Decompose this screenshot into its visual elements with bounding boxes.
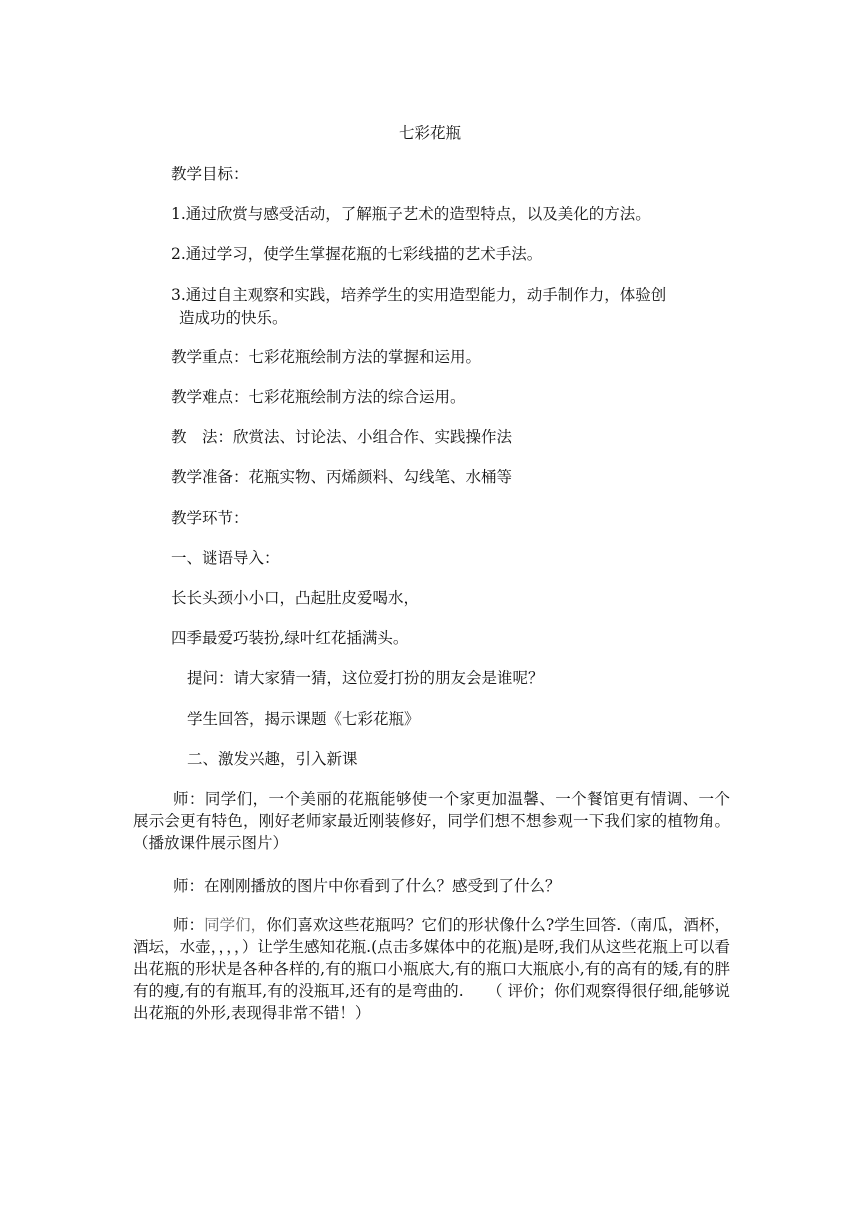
section-1-heading: 一、谜语导入： (171, 549, 280, 567)
teaching-method: 教 法：欣赏法、讨论法、小组合作、实践操作法 (171, 428, 513, 446)
objective-2: 2.通过学习，使学生掌握花瓶的七彩线描的艺术手法。 (171, 245, 543, 263)
student-answer: 学生回答，揭示课题《七彩花瓶》 (187, 710, 420, 728)
teaching-preparation: 教学准备：花瓶实物、丙烯颜料、勾线笔、水桶等 (171, 468, 513, 486)
key-point: 教学重点：七彩花瓶绘制方法的掌握和运用。 (171, 348, 482, 366)
riddle-line-1: 长长头颈小小口，凸起肚皮爱喝水， (171, 589, 420, 607)
objectives-heading: 教学目标： (171, 165, 249, 183)
para3-gray-text: 同学们， (204, 916, 267, 934)
riddle-line-2: 四季最爱巧装扮,绿叶红花插满头。 (171, 629, 409, 647)
objective-3: 3.通过自主观察和实践，培养学生的实用造型能力，动手制作力，体验创 (171, 286, 667, 304)
process-heading: 教学环节： (171, 509, 249, 527)
para3-rest: 你们喜欢这些花瓶吗？它们的形状像什么?学生回答.（南瓜，酒杯，酒坛，水壶，，，，）让学生感知花瓶.(点击多媒体中的花瓶)是呀,我们从这些花瓶上可以看出花瓶的形状是各种各样的,有的瓶口小瓶底大,有的瓶口大瓶底小,有的高有的矮,有的胖有的瘦,有的有瓶耳,有的没瓶耳,还有的是弯曲的. （ 评价；你们观察得很仔细,能够说出花瓶的外形,表现得非常不错！） (133, 916, 730, 1022)
teacher-paragraph-2: 师：在刚刚播放的图片中你看到了什么？感受到了什么？ (173, 877, 561, 895)
objective-3-continued: 造成功的快乐。 (179, 309, 288, 327)
document-title: 七彩花瓶 (398, 124, 461, 142)
objective-1: 1.通过欣赏与感受活动，了解瓶子艺术的造型特点，以及美化的方法。 (171, 205, 651, 223)
para3-prefix: 师： (173, 916, 205, 934)
teacher-paragraph-3 (133, 914, 730, 1024)
question: 提问：请大家猜一猜，这位爱打扮的朋友会是谁呢？ (187, 669, 544, 687)
teacher-paragraph-1: 师：同学们，一个美丽的花瓶能够使一个家更加温馨、一个餐馆更有情调、一个展示会更有特色，刚好老师家最近刚装修好，同学们想不想参观一下我们家的植物角。（播放课件展示图片） (133, 790, 730, 852)
section-2-heading: 二、激发兴趣，引入新课 (187, 750, 358, 768)
difficulty: 教学难点：七彩花瓶绘制方法的综合运用。 (171, 388, 466, 406)
